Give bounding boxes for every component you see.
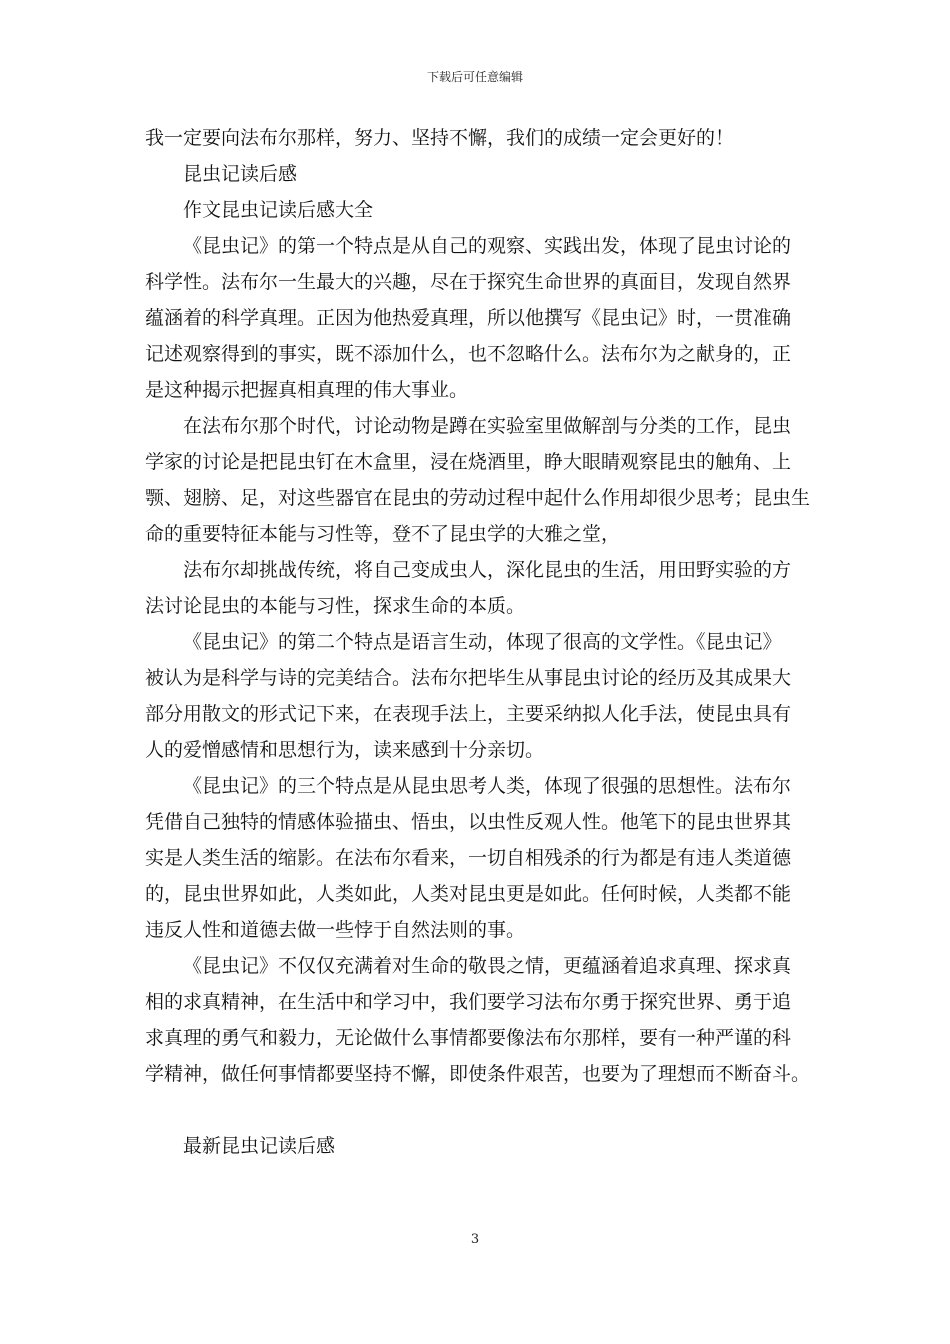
text-line: 部分用散文的形式记下来，在表现手法上，主要采纳拟人化手法，使昆虫具有: [145, 703, 792, 725]
text-line: 学精神，做任何事情都要坚持不懈，即使条件艰苦，也要为了理想而不断奋斗。: [145, 1063, 811, 1085]
text-line: 违反人性和道德去做一些悖于自然法则的事。: [145, 919, 526, 941]
text-line: 命的重要特征本能与习性等，登不了昆虫学的大雅之堂，: [145, 523, 621, 545]
text-line: 作文昆虫记读后感大全: [183, 199, 374, 221]
text-line: 相的求真精神，在生活中和学习中，我们要学习法布尔勇于探究世界、勇于追: [145, 991, 792, 1013]
text-line: 颚、翅膀、足，对这些器官在昆虫的劳动过程中起什么作用却很少思考；昆虫生: [145, 487, 811, 509]
page-number: 3: [470, 1232, 480, 1247]
text-line: 法布尔却挑战传统，将自己变成虫人，深化昆虫的生活，用田野实验的方: [183, 559, 792, 581]
text-line: 法讨论昆虫的本能与习性，探求生命的本质。: [145, 595, 526, 617]
text-line: 人的爱憎感情和思想行为，读来感到十分亲切。: [145, 739, 545, 761]
text-line: 是这种揭示把握真相真理的伟大事业。: [145, 379, 469, 401]
text-line: 《昆虫记》的三个特点是从昆虫思考人类，体现了很强的思想性。法布尔: [183, 775, 792, 797]
text-line: 记述观察得到的事实，既不添加什么，也不忽略什么。法布尔为之献身的，正: [145, 343, 792, 365]
text-line: 最新昆虫记读后感: [183, 1135, 336, 1157]
text-line: 的，昆虫世界如此，人类如此，人类对昆虫更是如此。任何时候，人类都不能: [145, 883, 792, 905]
text-line: 被认为是科学与诗的完美结合。法布尔把毕生从事昆虫讨论的经历及其成果大: [145, 667, 792, 689]
text-line: 求真理的勇气和毅力，无论做什么事情都要像法布尔那样，要有一种严谨的科: [145, 1027, 792, 1049]
text-line: 实是人类生活的缩影。在法布尔看来，一切自相残杀的行为都是有违人类道德: [145, 847, 792, 869]
text-line: 昆虫记读后感: [183, 163, 298, 185]
text-line: 蕴涵着的科学真理。正因为他热爱真理，所以他撰写《昆虫记》时，一贯准确: [145, 307, 792, 329]
blank-line: [145, 1092, 825, 1128]
text-line: 学家的讨论是把昆虫钉在木盒里，浸在烧酒里，睁大眼睛观察昆虫的触角、上: [145, 451, 792, 473]
text-line: 《昆虫记》不仅仅充满着对生命的敬畏之情，更蕴涵着追求真理、探求真: [183, 955, 792, 977]
page-header: 下载后可任意编辑: [426, 70, 523, 84]
text-line: 在法布尔那个时代，讨论动物是蹲在实验室里做解剖与分类的工作，昆虫: [183, 415, 792, 437]
text-line: 科学性。法布尔一生最大的兴趣，尽在于探究生命世界的真面目，发现自然界: [145, 271, 792, 293]
text-line: 《昆虫记》的第一个特点是从自己的观察、实践出发，体现了昆虫讨论的: [183, 235, 792, 257]
text-line: 《昆虫记》的第二个特点是语言生动，体现了很高的文学性。《昆虫记》: [183, 631, 782, 653]
text-line: 我一定要向法布尔那样，努力、坚持不懈，我们的成绩一定会更好的！: [145, 127, 735, 149]
document-body: [145, 120, 825, 1164]
text-line: 凭借自己独特的情感体验描虫、悟虫，以虫性反观人性。他笔下的昆虫世界其: [145, 811, 792, 833]
